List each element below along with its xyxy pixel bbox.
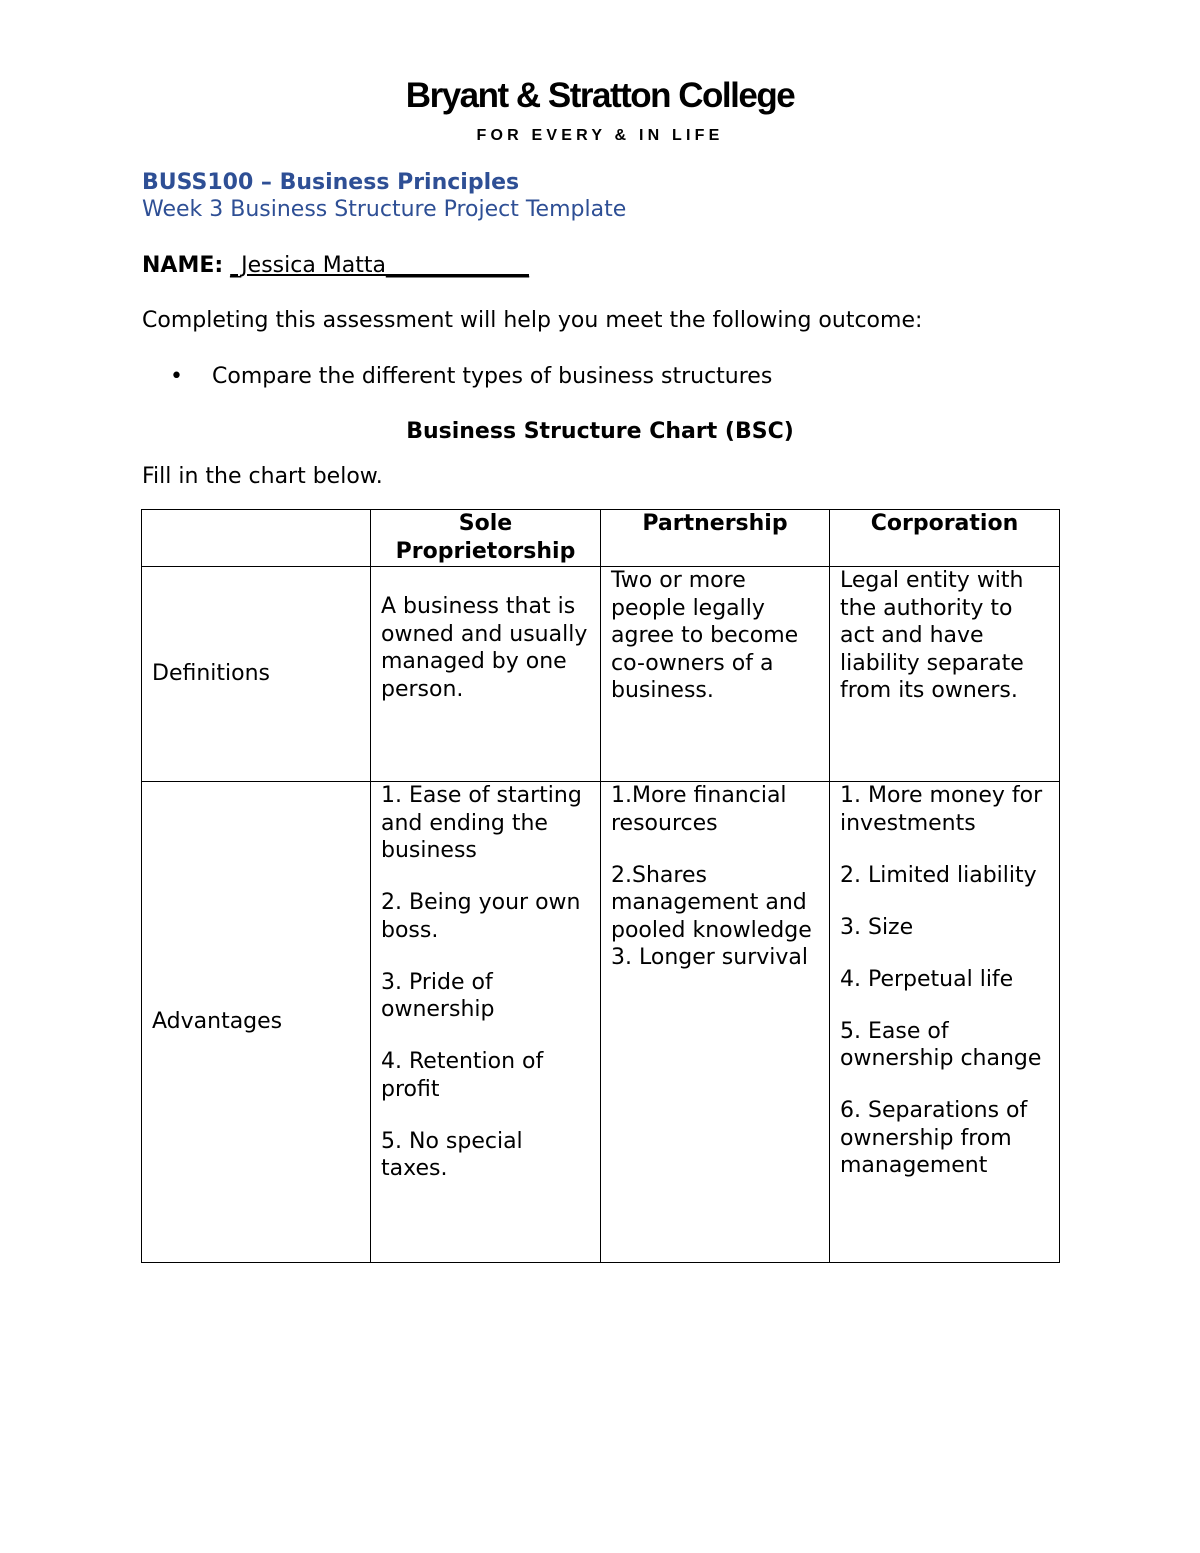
list-item: 3. Pride of ownership — [381, 969, 495, 1022]
advantages-sole — [371, 782, 601, 1263]
header-sole-proprietorship: Sole Proprietorship — [371, 510, 601, 567]
college-logo — [0, 72, 1200, 146]
advantages-corporation — [830, 782, 1060, 1263]
name-field — [142, 252, 529, 280]
list-item: 1. Ease of starting and ending the business — [381, 783, 582, 863]
definition-partnership: Two or more people legally agree to become co-owners of a business. — [601, 567, 830, 782]
outcome-list-item — [170, 363, 772, 391]
row-label-advantages: Advantages — [142, 782, 371, 1263]
logo-tagline: FOR EVERY & IN LIFE — [476, 127, 724, 144]
list-item: 4. Perpetual life — [840, 966, 1014, 992]
table-header-row — [142, 510, 1060, 567]
list-item: 2. Being your own boss. — [381, 890, 581, 943]
business-structure-table — [141, 509, 1060, 1263]
outcome-text: Compare the different types of business structures — [212, 364, 773, 389]
list-item: 1.More financial resources — [611, 783, 787, 836]
instructions: Fill in the chart below. — [142, 464, 383, 489]
chart-title: Business Structure Chart (BSC) — [406, 419, 794, 444]
header-empty — [142, 510, 371, 567]
list-item: 1. More money for investments — [840, 783, 1043, 836]
intro-text: Completing this assessment will help you meet the following outcome: — [142, 308, 923, 333]
header-partnership: Partnership — [601, 510, 830, 567]
list-item: 5. Ease of ownership change — [840, 1018, 1042, 1071]
definition-sole: A business that is owned and usually managed by one person. — [371, 567, 601, 782]
definition-corporation: Legal entity with the authority to act and have liability separate from its owners. — [830, 567, 1060, 782]
course-title: BUSS100 – Business Principles — [142, 170, 520, 195]
advantages-partnership — [601, 782, 830, 1263]
row-label-definitions: Definitions — [142, 567, 371, 782]
list-item: 3. Size — [840, 914, 914, 940]
list-item: 2.Shares management and pooled knowledge — [611, 862, 812, 943]
name-value: _Jessica Matta_____________ — [230, 253, 529, 278]
table-row-advantages — [142, 782, 1060, 1263]
name-label: NAME: — [142, 253, 224, 278]
header-corporation: Corporation — [830, 510, 1060, 567]
bullet-icon: • — [170, 364, 183, 389]
logo-name: Bryant & Stratton College — [405, 76, 795, 115]
list-item: 4. Retention of profit — [381, 1049, 544, 1102]
document-subtitle: Week 3 Business Structure Project Template — [142, 197, 627, 222]
list-item: 6. Separations of ownership from management — [840, 1098, 1028, 1178]
table-row-definitions — [142, 567, 1060, 782]
list-item: 5. No special taxes. — [381, 1128, 523, 1181]
list-item: 2. Limited liability — [840, 862, 1037, 888]
list-item: 3. Longer survival — [611, 945, 808, 970]
